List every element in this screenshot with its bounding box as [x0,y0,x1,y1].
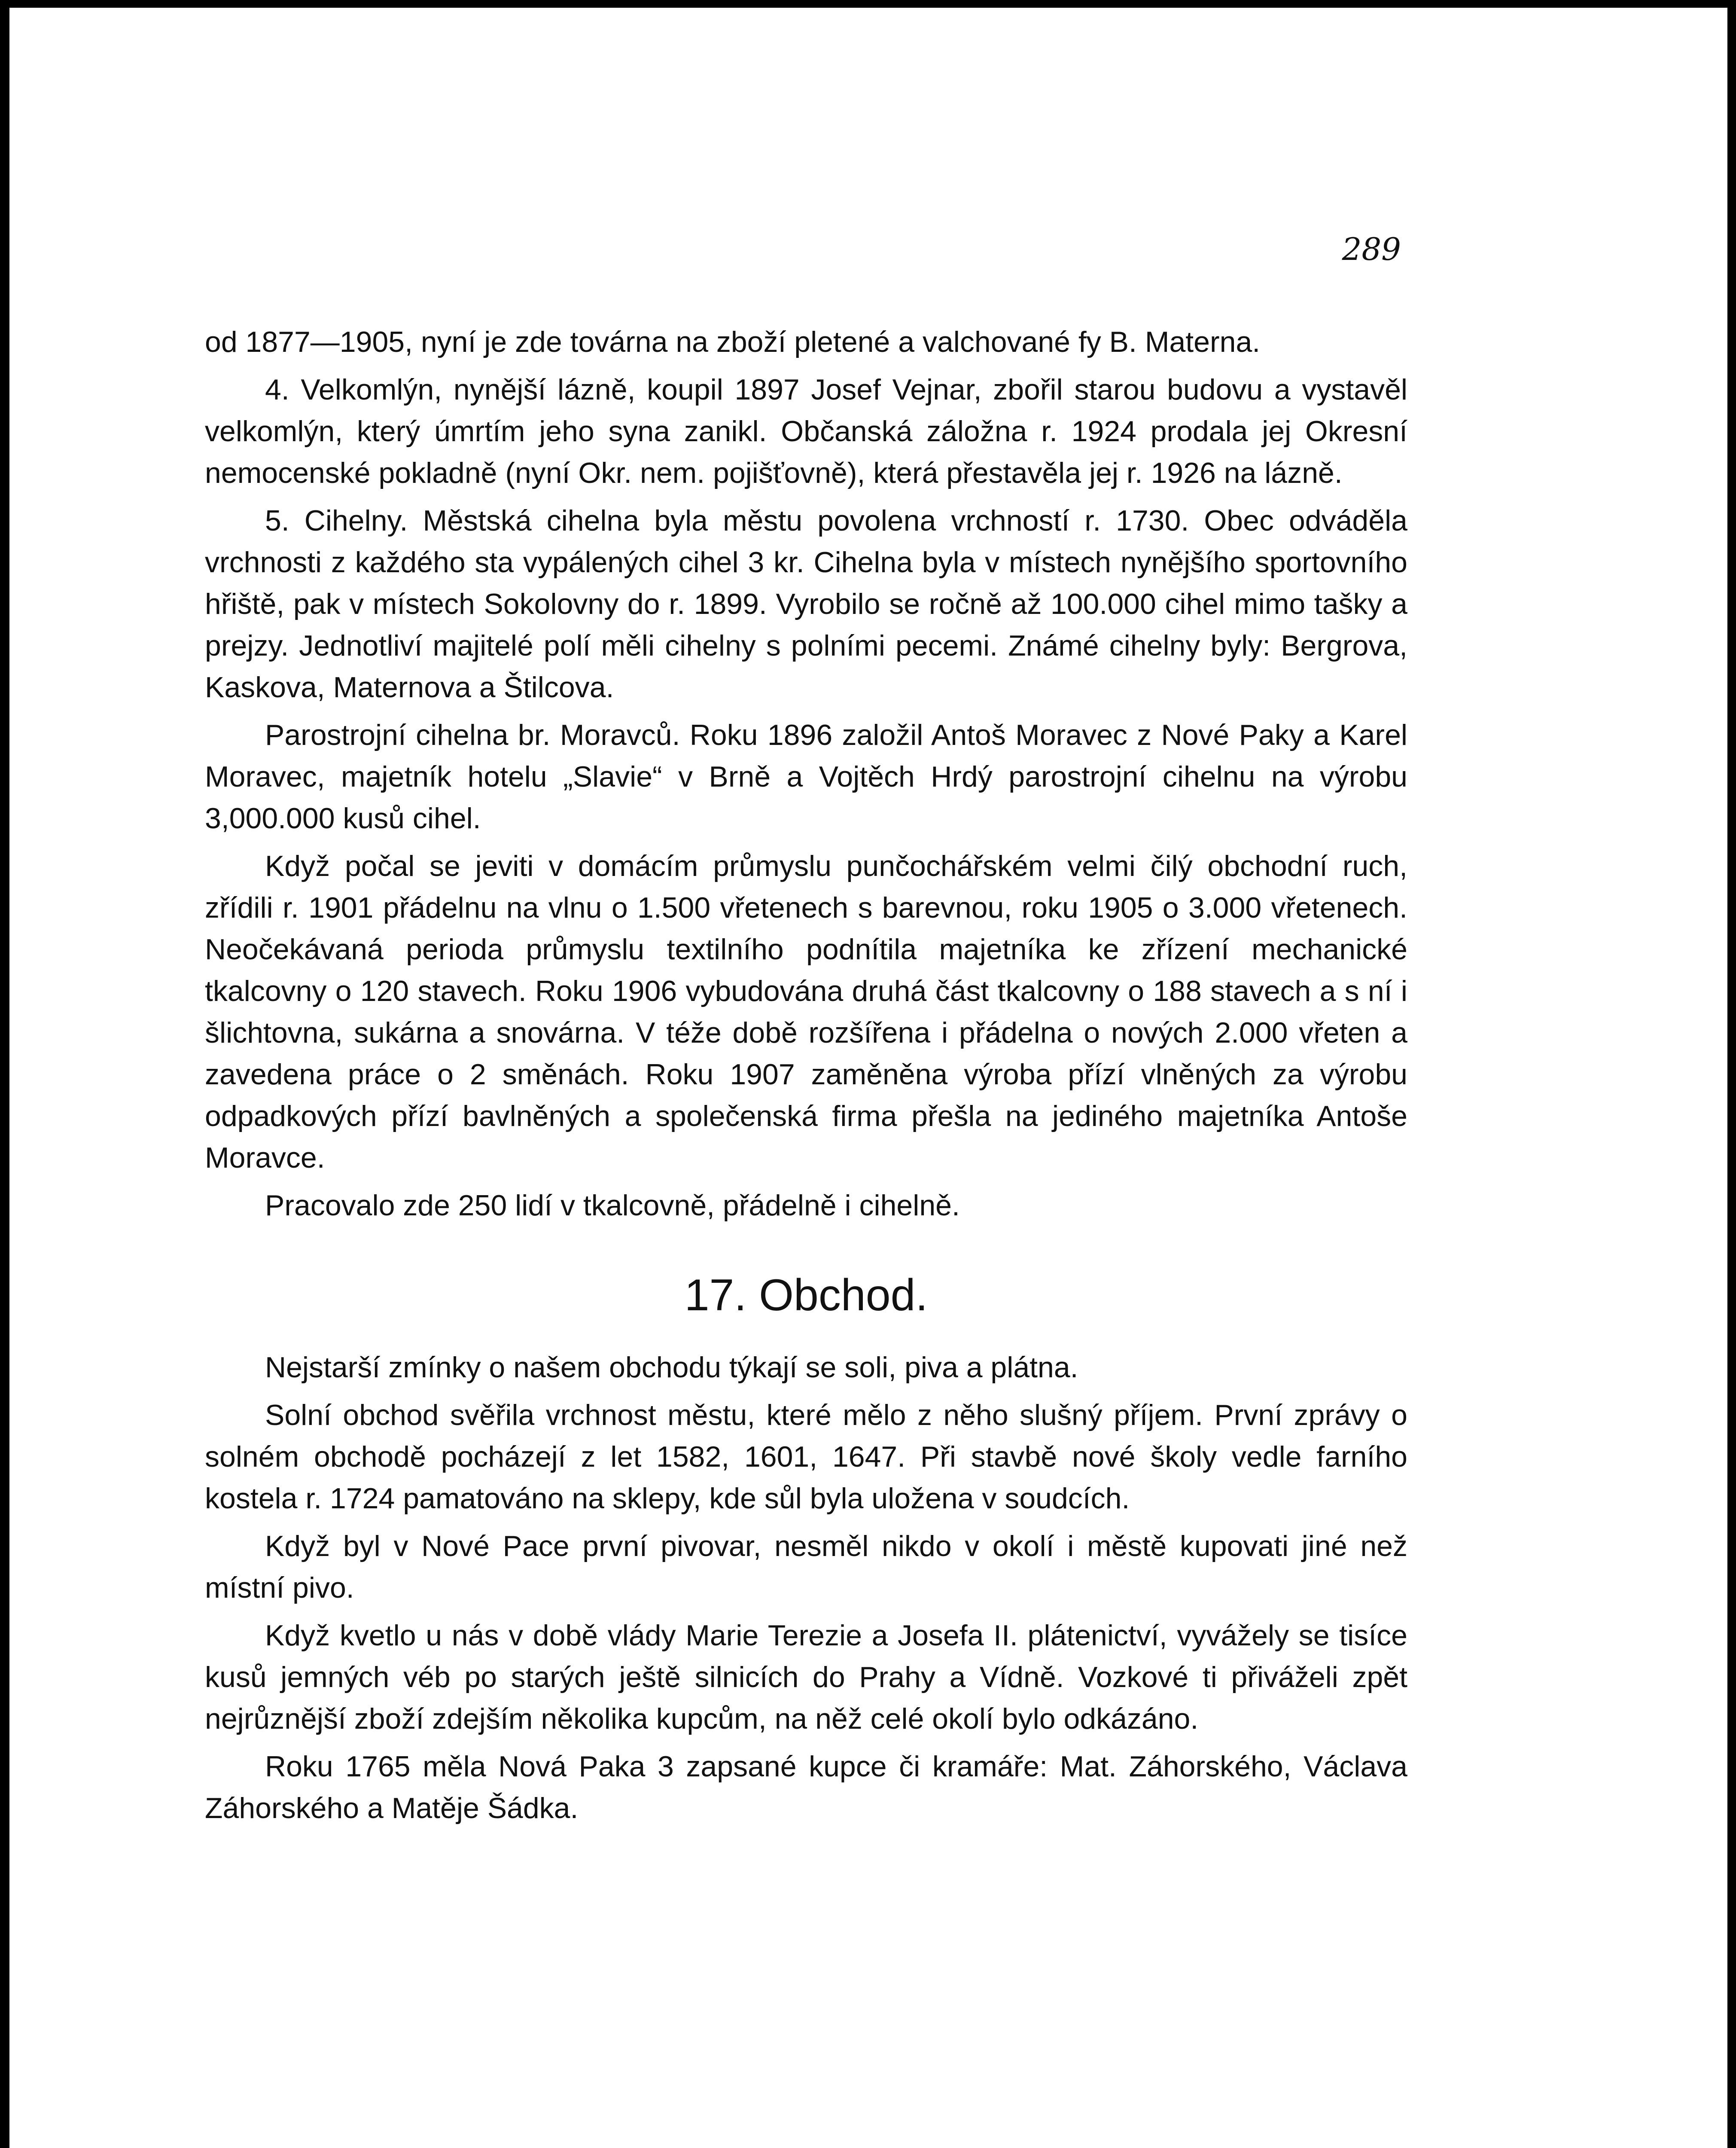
page-body [205,321,1407,1829]
paragraph: od 1877—1905, nyní je zde továrna na zboží pletené a valchované fy B. Materna. [205,326,1261,358]
paragraph: Parostrojní cihelna br. Moravců. Roku 1896 založil Antoš Moravec z Nové Paky a Karel Moravec, majetník hotelu „Slavie“ v Brně a Vojtěch Hrdý parostrojní cihelnu na výrobu 3,000.000 kusů cihel. [205,719,1407,835]
paragraph: Nejstarší zmínky o našem obchodu týkají se soli, piva a plátna. [265,1351,1078,1384]
paragraph: Když kvetlo u nás v době vlády Marie Terezie a Josefa II. plátenictví, vyvážely se tisíce kusů jemných véb po starých ještě silnicích do Prahy a Vídně. Vozkové ti přiváželi zpět nejrůznější zboží zdejším několika kupcům, na něž celé okolí bylo odkázáno. [205,1619,1407,1735]
paragraph: 5. Cihelny. Městská cihelna byla městu povolena vrchností r. 1730. Obec odváděla vrchnosti z každého sta vypálených cihel 3 kr. Cihelna byla v místech nynějšího sportovního hřiště, pak v místech Sokolovny do r. 1899. Vyrobilo se ročně až 100.000 cihel mimo tašky a prejzy. Jednotliví majitelé polí měli cihelny s polními pecemi. Známé cihelny byly: Bergrova, Kaskova, Maternova a Štilcova. [205,504,1407,704]
paragraph: Pracovalo zde 250 lidí v tkalcovně, přádelně i cihelně. [265,1189,960,1222]
paragraph: Když byl v Nové Pace první pivovar, nesměl nikdo v okolí i městě kupovati jiné než místní pivo. [205,1530,1407,1604]
paragraph: Když počal se jeviti v domácím průmyslu punčochářském velmi čilý obchodní ruch, zřídili r. 1901 přádelnu na vlnu o 1.500 vřetenech s barevnou, roku 1905 o 3.000 vřetenech. Neočekávaná perioda průmyslu textilního podnítila majetníka ke zřízení mechanické tkalcovny o 120 stavech. Roku 1906 vybudována druhá část tkalcovny o 188 stavech a s ní i šlichtovna, sukárna a snovárna. V téže době rozšířena i přádelna o nových 2.000 vřeten a zavedena práce o 2 směnách. Roku 1907 zaměněna výroba přízí vlněných za výrobu odpadkových přízí bavlněných a společenská firma přešla na jediného majetníka Antoše Moravce. [205,850,1407,1174]
section-heading: 17. Obchod. [684,1270,928,1320]
paragraph: Roku 1765 měla Nová Paka 3 zapsané kupce či kramáře: Mat. Záhorského, Václava Záhorského a Matěje Šádka. [205,1750,1407,1825]
paragraph: 4. Velkomlýn, nynější lázně, koupil 1897 Josef Vejnar, zbořil starou budovu a vystavěl velkomlýn, který úmrtím jeho syna zanikl. Občanská záložna r. 1924 prodala jej Okresní nemocenské pokladně (nyní Okr. nem. pojišťovně), která přestavěla jej r. 1926 na lázně. [205,373,1407,489]
page-number: 289 [1342,231,1401,267]
book-page [9,8,1727,2148]
bottom-paragraphs [205,1347,1407,1829]
top-paragraphs [205,321,1407,1227]
paragraph: Solní obchod svěřila vrchnost městu, které mělo z něho slušný příjem. První zprávy o solném obchodě pocházejí z let 1582, 1601, 1647. Při stavbě nové školy vedle farního kostela r. 1724 pamatováno na sklepy, kde sůl byla uložena v soudcích. [205,1399,1407,1515]
